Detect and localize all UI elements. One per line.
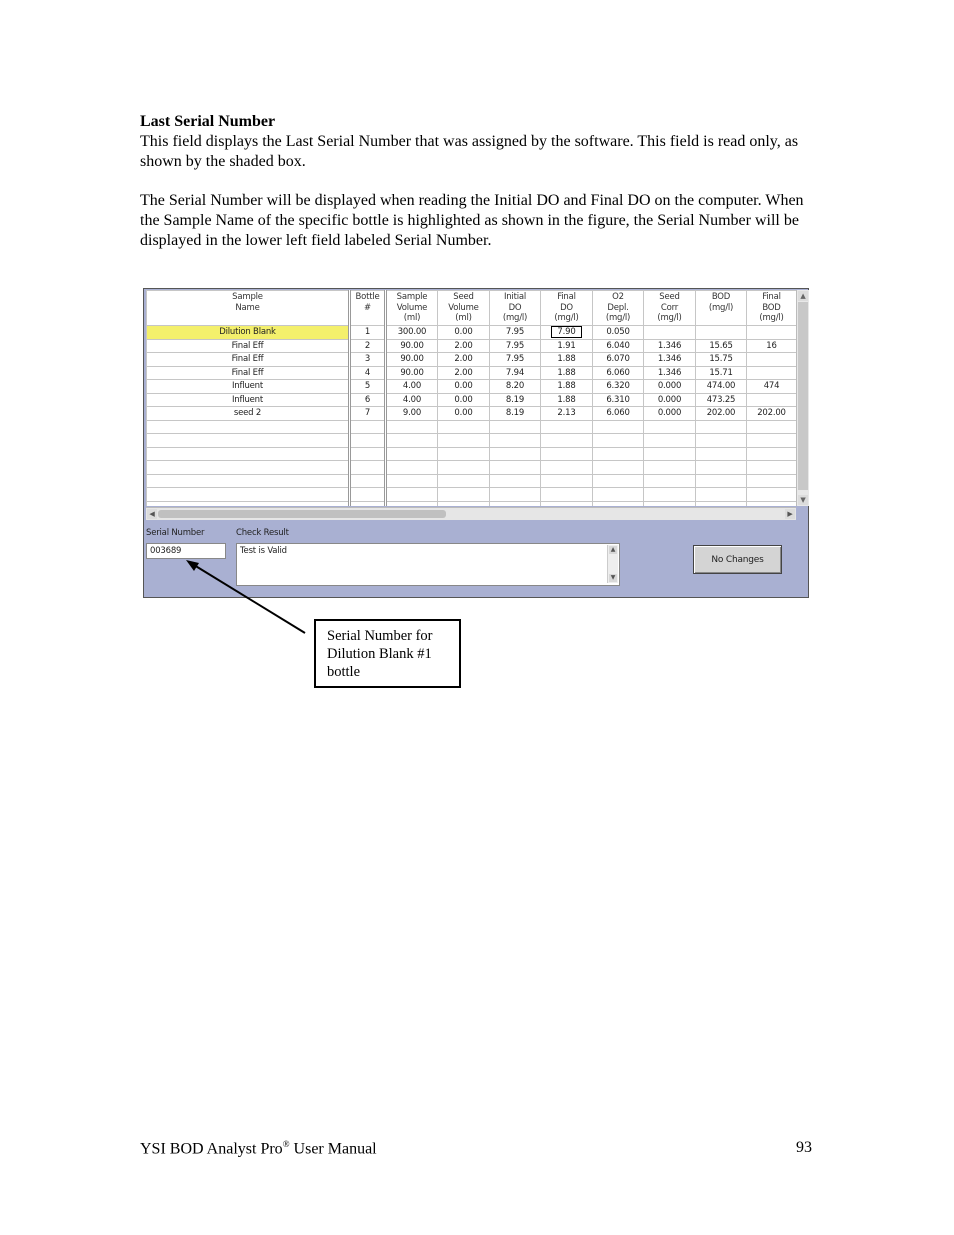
table-cell[interactable]: 0.00 [438,393,490,407]
table-cell[interactable]: 7.95 [490,339,541,353]
table-cell[interactable]: 2.00 [438,366,490,380]
table-cell[interactable]: 0.00 [438,407,490,421]
table-cell[interactable]: Final Eff [147,366,350,380]
callout-line-2: Dilution Blank #1 [327,646,432,662]
footer-title-main: YSI BOD Analyst Pro [140,1140,283,1158]
table-cell[interactable]: 6.070 [593,353,644,367]
scroll-down-icon[interactable]: ▼ [798,495,808,505]
column-header: Sample Name [147,291,350,326]
table-cell[interactable]: 0.000 [644,393,696,407]
table-cell[interactable]: 90.00 [386,353,438,367]
check-result-text: Test is Valid [240,546,287,556]
table-cell[interactable]: 15.71 [696,366,747,380]
table-cell[interactable]: 7.95 [490,326,541,340]
table-cell[interactable]: 6.320 [593,380,644,394]
table-cell[interactable]: 1.346 [644,366,696,380]
table-cell[interactable]: 202.00 [696,407,747,421]
table-cell[interactable]: 2.00 [438,353,490,367]
table-cell[interactable]: 2.00 [438,339,490,353]
textarea-scroll-down-icon[interactable]: ▼ [610,574,616,581]
table-cell[interactable]: 6.060 [593,407,644,421]
table-cell[interactable]: 2.13 [541,407,593,421]
table-cell[interactable]: 4 [350,366,386,380]
scroll-up-icon[interactable]: ▲ [798,291,808,301]
table-cell[interactable]: 6.310 [593,393,644,407]
column-header: Seed Corr (mg/l) [644,291,696,326]
table-cell[interactable]: 8.19 [490,393,541,407]
selected-cell-editor[interactable]: 7.90 [551,326,581,338]
footer-title [140,1139,377,1158]
table-cell[interactable]: 0.000 [644,407,696,421]
table-cell[interactable]: 16 [747,339,797,353]
serial-number-label: Serial Number [146,528,205,538]
table-cell[interactable]: 90.00 [386,366,438,380]
table-cell[interactable]: 1.88 [541,366,593,380]
table-cell[interactable]: 8.19 [490,407,541,421]
table-cell[interactable]: Final Eff [147,353,350,367]
column-header: Final DO (mg/l) [541,291,593,326]
table-cell[interactable]: 4.00 [386,380,438,394]
table-cell[interactable]: 0.00 [438,326,490,340]
column-header: BOD (mg/l) [696,291,747,326]
column-header: Bottle # [350,291,386,326]
registered-mark: ® [282,1139,290,1149]
table-cell[interactable]: 15.65 [696,339,747,353]
table-cell[interactable]: 0.050 [593,326,644,340]
table-cell[interactable]: 5 [350,380,386,394]
page-number: 93 [796,1139,812,1156]
table-cell[interactable]: Influent [147,380,350,394]
table-cell[interactable]: 7 [350,407,386,421]
table-cell[interactable]: 8.20 [490,380,541,394]
table-cell[interactable]: 1.88 [541,353,593,367]
table-cell[interactable]: 6.060 [593,366,644,380]
footer-title-rest: User Manual [289,1140,377,1158]
table-cell[interactable]: 0.000 [644,380,696,394]
paragraph-read-only: This field displays the Last Serial Number that was assigned by the software. This field is read only, as shown by the shaded box. [140,133,799,170]
table-cell[interactable]: 474.00 [696,380,747,394]
table-cell[interactable]: 202.00 [747,407,797,421]
table-cell[interactable]: Final Eff [147,339,350,353]
paragraph-serial-display: The Serial Number will be displayed when reading the Initial DO and Final DO on the computer. When the Sample Name of the specific bottle is highlighted as shown in the figure, the Serial Number will be displayed in the lower left field labeled Serial Number. [140,192,804,249]
callout-box [314,619,461,688]
column-header: Final BOD (mg/l) [747,291,797,326]
section-heading: Last Serial Number [140,113,276,130]
table-cell[interactable]: 474 [747,380,797,394]
callout-line-3: bottle [327,664,361,680]
table-cell[interactable]: seed 2 [147,407,350,421]
column-header: Seed Volume (ml) [438,291,490,326]
table-cell[interactable]: 6.040 [593,339,644,353]
table-cell[interactable]: 0.00 [438,380,490,394]
table-cell[interactable]: 7.94 [490,366,541,380]
table-cell[interactable]: 7.95 [490,353,541,367]
table-cell[interactable]: 9.00 [386,407,438,421]
table-cell[interactable]: 1.346 [644,353,696,367]
table-cell[interactable]: 1 [350,326,386,340]
table-cell[interactable]: Dilution Blank [147,326,350,340]
serial-number-field: 003689 [146,543,226,559]
column-header: O2 Depl. (mg/l) [593,291,644,326]
table-cell[interactable]: 473.25 [696,393,747,407]
table-cell[interactable]: 1.346 [644,339,696,353]
table-cell[interactable]: Influent [147,393,350,407]
table-cell[interactable]: 2 [350,339,386,353]
no-changes-button[interactable]: No Changes [693,545,782,574]
column-header: Initial DO (mg/l) [490,291,541,326]
table-cell[interactable]: 90.00 [386,339,438,353]
column-header: Sample Volume (ml) [386,291,438,326]
callout-line-1: Serial Number for [327,628,433,644]
table-cell[interactable]: 300.00 [386,326,438,340]
check-result-label: Check Result [236,528,289,538]
table-cell[interactable]: 3 [350,353,386,367]
table-cell[interactable]: 6 [350,393,386,407]
table-cell[interactable]: 1.88 [541,380,593,394]
table-cell[interactable]: 1.91 [541,339,593,353]
table-cell[interactable]: 1.88 [541,393,593,407]
textarea-scroll-up-icon[interactable]: ▲ [610,546,616,553]
scroll-left-icon[interactable]: ◀ [147,509,157,519]
table-cell[interactable]: 4.00 [386,393,438,407]
scroll-right-icon[interactable]: ▶ [785,509,795,519]
table-cell[interactable]: 15.75 [696,353,747,367]
